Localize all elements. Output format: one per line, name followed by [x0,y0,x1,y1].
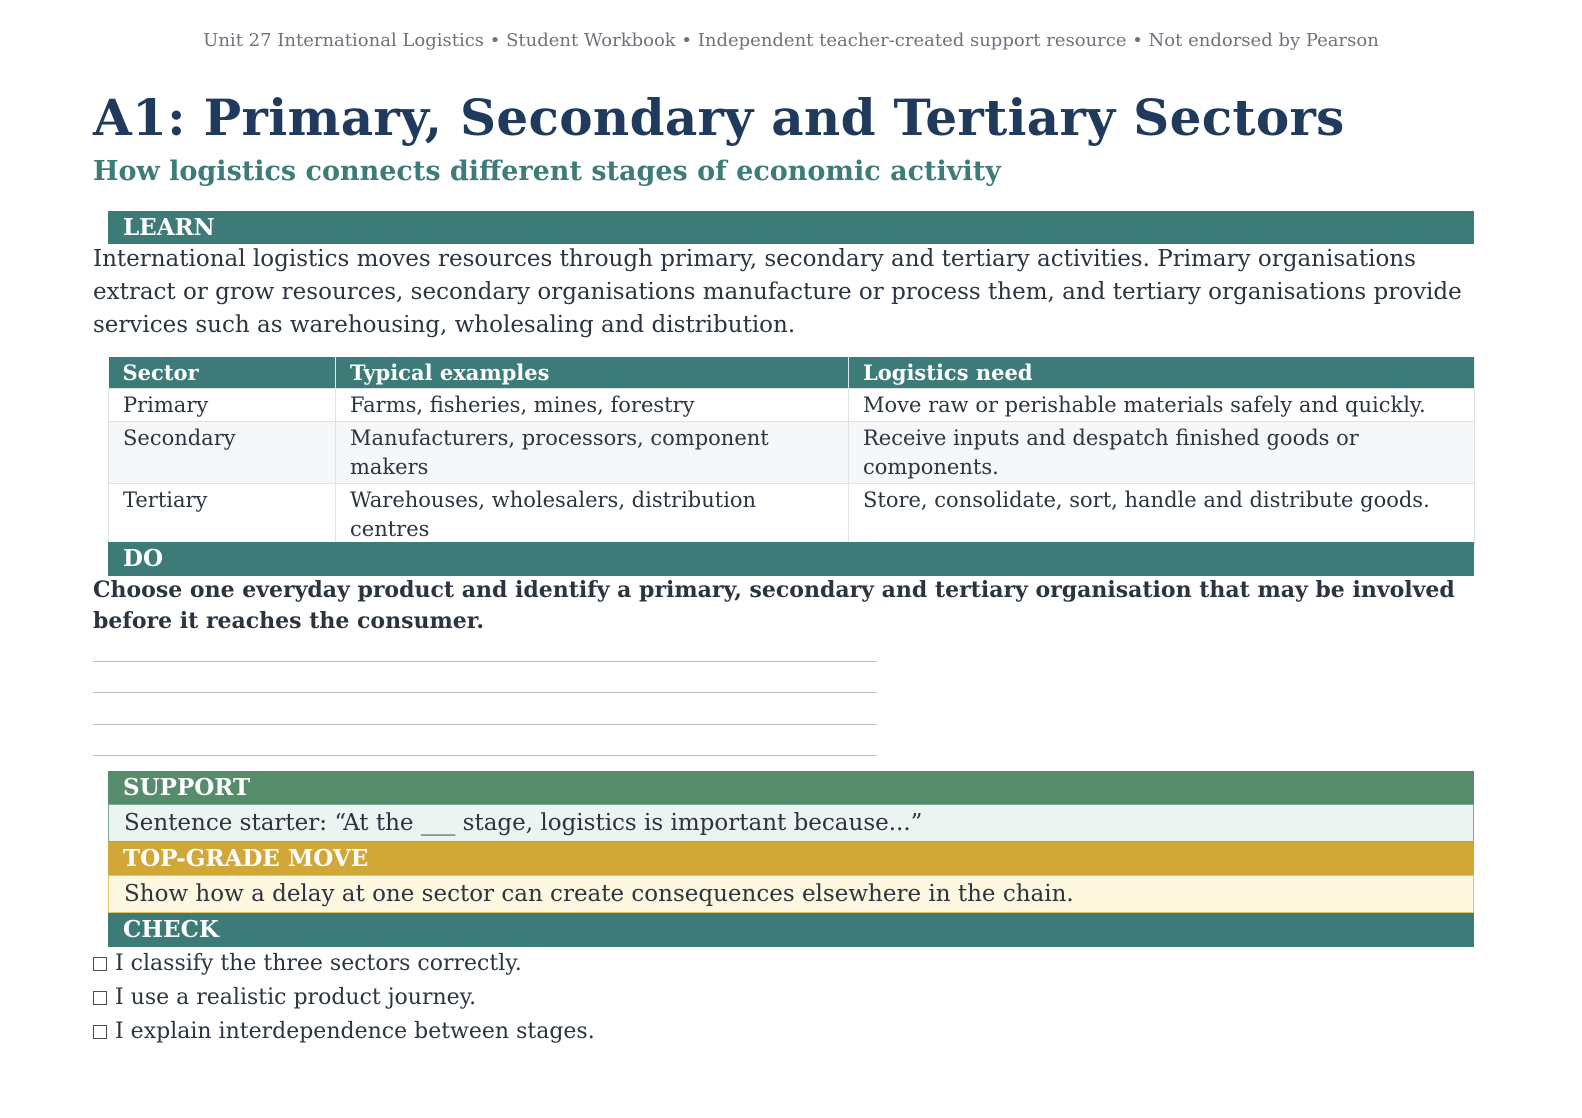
checkbox-icon[interactable] [93,957,107,971]
support-section-header: SUPPORT [108,771,1474,804]
do-task: Choose one everyday product and identify a primary, secondary and tertiary organisation that may be involved before it reaches the consumer. [93,577,1455,634]
checklist-item[interactable] [93,981,595,1015]
check-section-header: CHECK [108,913,1474,947]
running-header: Unit 27 International Logistics • Student Workbook • Independent teacher-created support resource • Not endorsed by Pearson [203,30,1379,51]
answer-line[interactable] [93,724,877,725]
do-section-header: DO [108,542,1474,576]
learn-text: International logistics moves resources through primary, secondary and tertiary activities. Primary organisations extract or grow resources, secondary organisations manufacture or process them, and tertiary organisations provide services such as warehousing, wholesaling and distribution. [93,246,1462,338]
table-cell: Move raw or perishable materials safely and quickly. [849,389,1475,422]
table-cell: Primary [109,389,336,422]
table-row [109,484,1475,546]
checkbox-icon[interactable] [93,991,107,1005]
sector-table [108,357,1475,546]
table-header-sector: Sector [109,357,336,389]
answer-line[interactable] [93,692,877,693]
checkbox-icon[interactable] [93,1025,107,1039]
table-header-row [109,357,1475,389]
table-cell: Warehouses, wholesalers, distribution centres [336,484,849,546]
top-grade-text: Show how a delay at one sector can create consequences elsewhere in the chain. [108,875,1474,913]
page-title: A1: Primary, Secondary and Tertiary Sectors [93,88,1345,147]
checklist-item[interactable] [93,1015,595,1049]
support-sentence-starter: Sentence starter: “At the ___ stage, logistics is important because...” [108,804,1474,842]
checklist-item[interactable] [93,947,595,981]
checklist-item-label: I use a realistic product journey. [115,985,477,1010]
table-cell: Secondary [109,422,336,484]
table-cell: Manufacturers, processors, component makers [336,422,849,484]
answer-line[interactable] [93,661,877,662]
answer-line[interactable] [93,755,877,756]
table-header-examples: Typical examples [336,357,849,389]
page-subtitle: How logistics connects different stages of economic activity [93,156,1001,187]
checklist-item-label: I explain interdependence between stages. [115,1019,595,1044]
table-row [109,422,1475,484]
checklist-item-label: I classify the three sectors correctly. [115,951,522,976]
checklist [93,947,595,1049]
table-cell: Farms, fisheries, mines, forestry [336,389,849,422]
learn-section-header: LEARN [108,211,1474,244]
table-cell: Receive inputs and despatch finished goods or components. [849,422,1475,484]
table-cell: Tertiary [109,484,336,546]
table-header-logistics-need: Logistics need [849,357,1475,389]
table-cell: Store, consolidate, sort, handle and distribute goods. [849,484,1475,546]
top-grade-section-header: TOP-GRADE MOVE [108,842,1474,875]
table-row [109,389,1475,422]
